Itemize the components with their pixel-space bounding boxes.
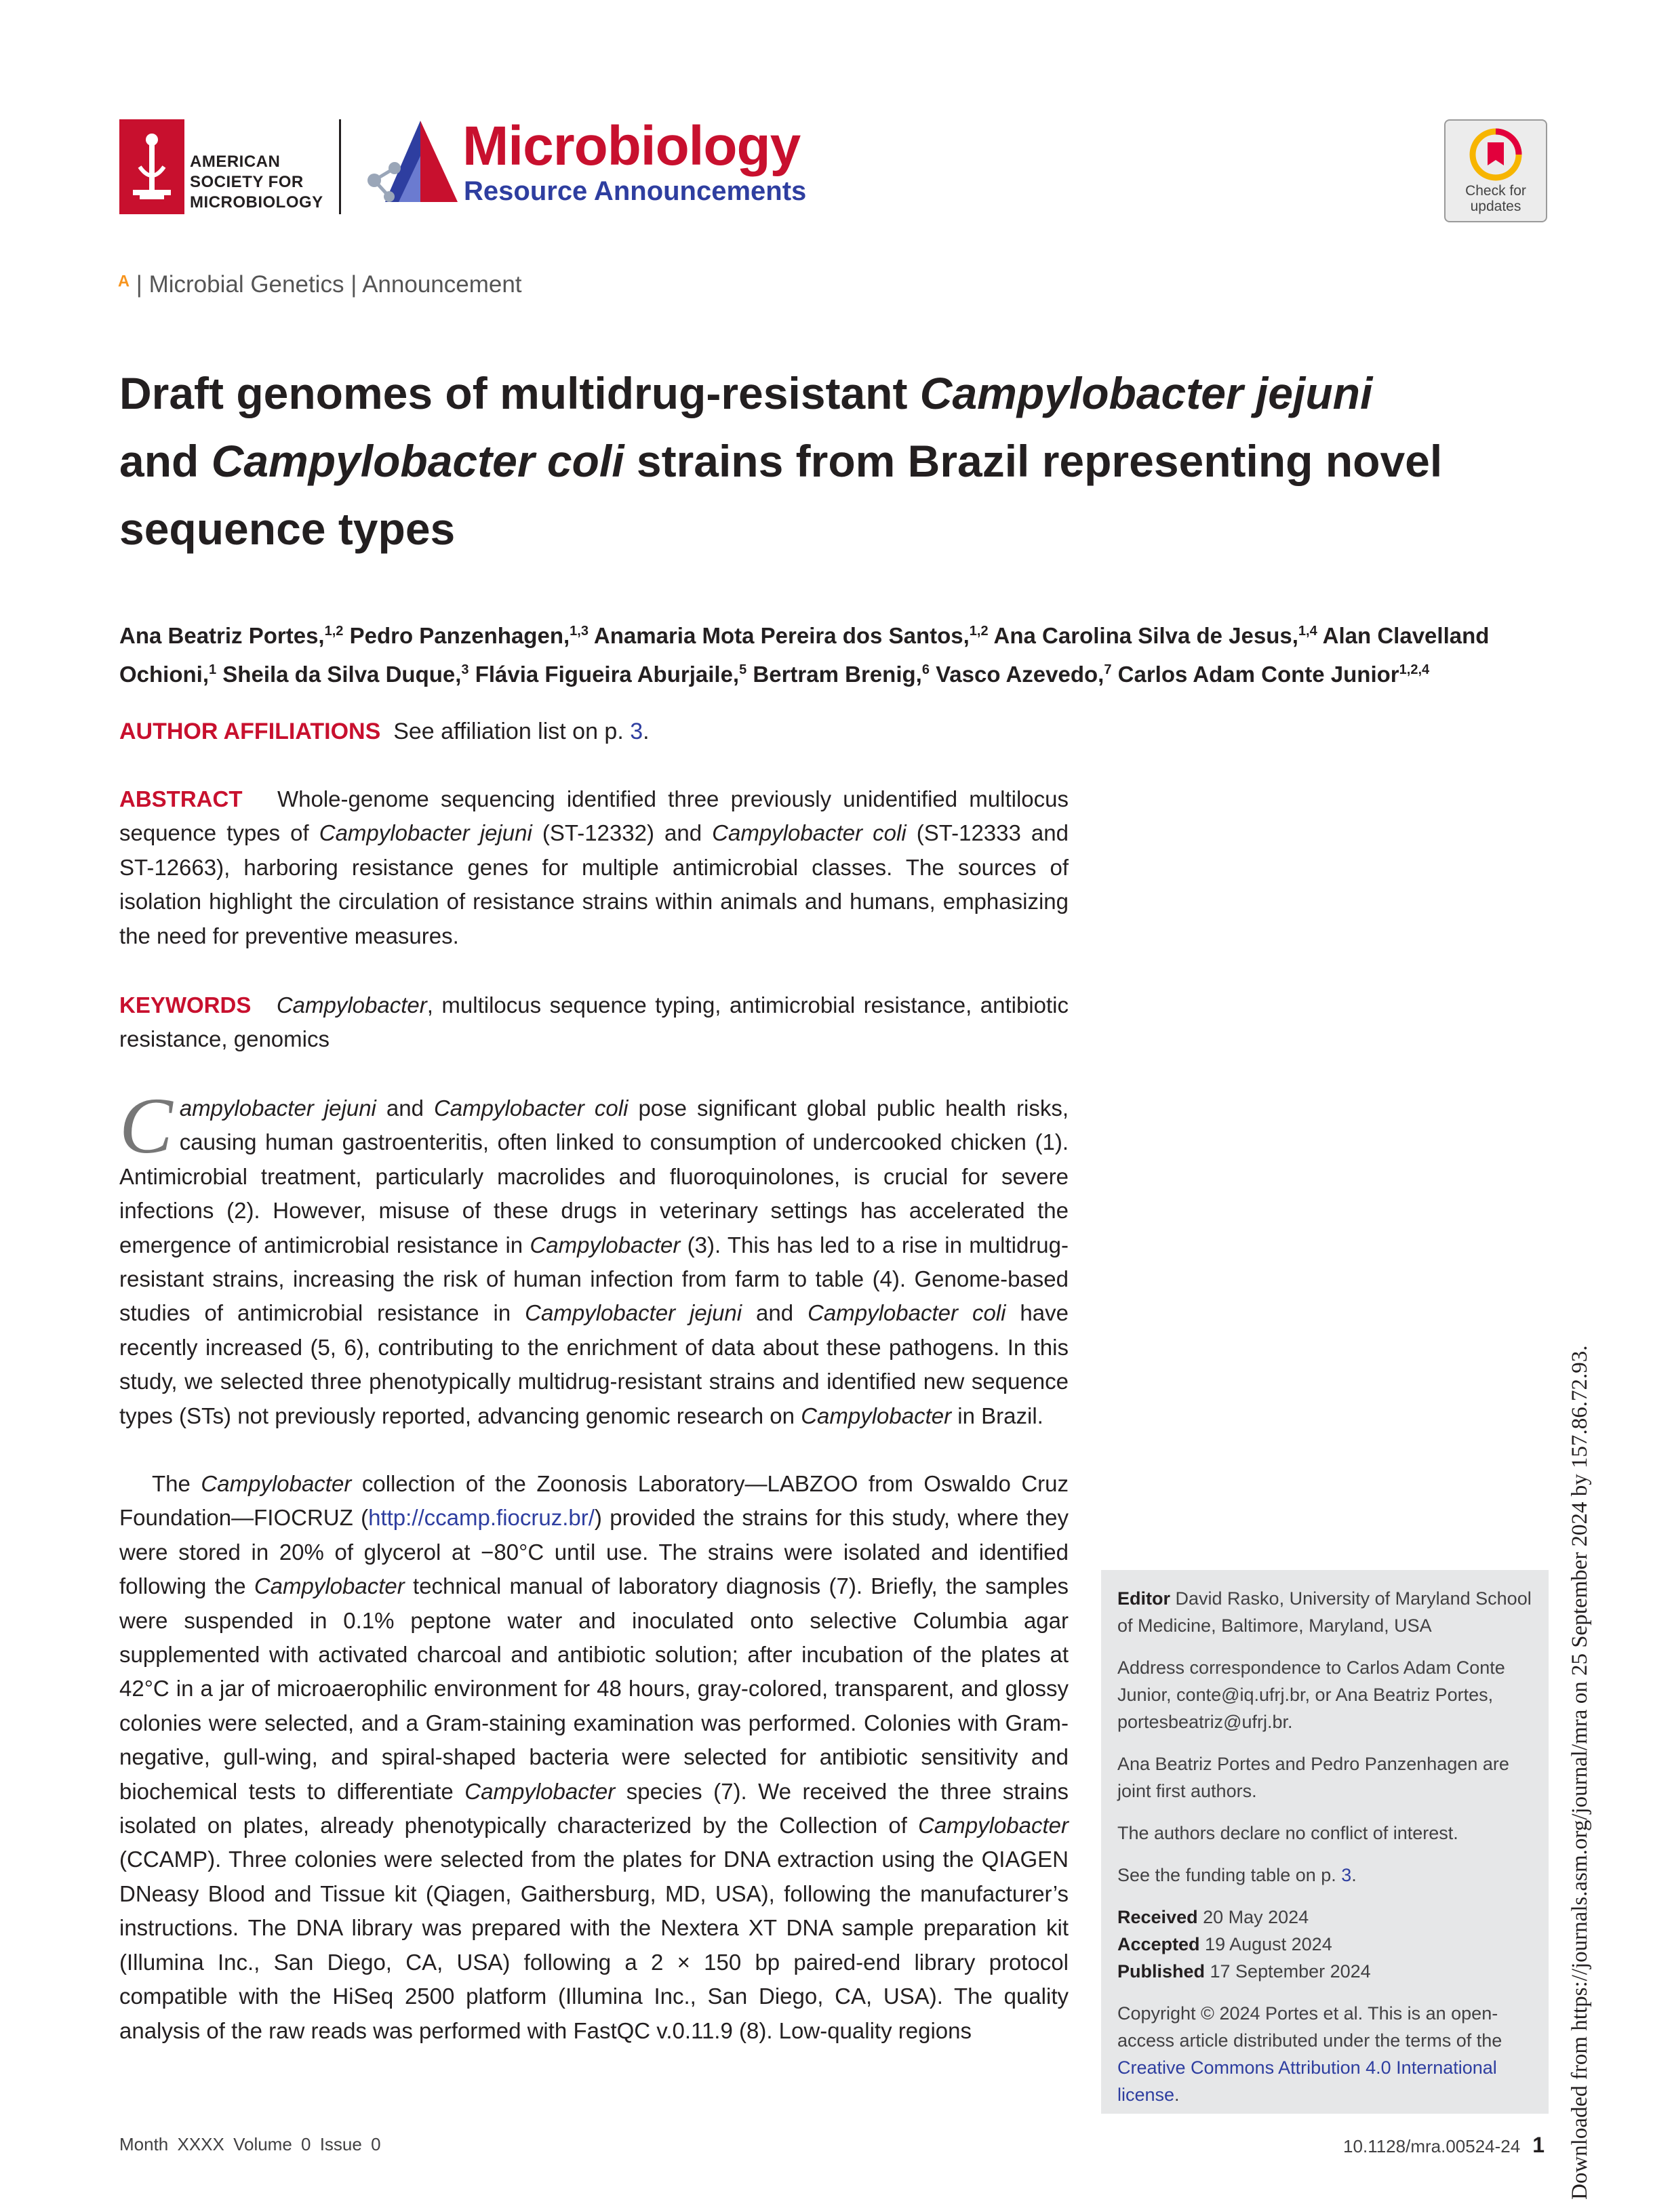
copyright-end: . [1174, 2085, 1180, 2105]
funding-text: See the funding table on p. [1117, 1865, 1342, 1885]
title-text: Draft genomes of multidrug-resistant [119, 368, 920, 418]
page-number: 1 [1532, 2133, 1545, 2157]
check-updates-icon [1446, 121, 1546, 183]
author[interactable]: Alan Clavelland Ochioni,$^1$ [119, 623, 1490, 687]
author[interactable]: Pedro Panzenhagen,$^{1,3}$ [349, 623, 589, 648]
affiliation-ref: 1,3 [570, 624, 589, 639]
body-text: (CCAMP). Three colonies were selected from the plates for DNA extraction using the QIAGEN DNeasy Blood and Tissue kit (Qiagen, Gaithersburg, MD, USA), following the manufacturer’s instructions. The DNA library was prepared with the Nextera XT DNA sample preparation kit (Illumina Inc., San Diego, CA, USA) following a 2 × 150 bp paired-end library protocol compatible with the HiSeq 2500 platform (Illumina Inc., San Diego, CA, USA). The quality analysis of the raw reads was performed with FastQC v.0.11.9 (8). Low-quality regions [119, 1847, 1069, 2043]
body-species: Campylobacter [254, 1573, 405, 1599]
asm-wordmark [190, 152, 323, 213]
correspondence: Address correspondence to Carlos Adam Conte Junior, conte@iq.ufrj.br, or Ana Beatriz Portes, portesbeatriz@ufrj.br. [1117, 1657, 1505, 1732]
journal-subtitle: Resource Announcements [464, 176, 807, 206]
funding-page-link[interactable]: 3 [1341, 1865, 1352, 1885]
funding-end: . [1351, 1865, 1357, 1885]
body-text: species (7). We received the three strains isolated on plates, already phenotypically characterized by the Collection of [119, 1778, 1069, 1838]
affiliation-ref: 6 [921, 662, 930, 677]
accepted-date: 19 August 2024 [1199, 1934, 1332, 1954]
affiliations-page-link[interactable]: 3 [630, 719, 643, 744]
issue-info: Month XXXX Volume 0 Issue 0 [119, 2134, 381, 2154]
abstract-text: Whole-genome sequencing identified three previously unidentified multilocus sequence types of [119, 786, 1069, 846]
body-text: technical manual of laboratory diagnosis (7). Briefly, the samples were suspended in 0.1% peptone water and inoculated onto selective Columbia agar supplemented with activated charcoal and antibiotic solution; after incubation of the plates at 42°C in a jar of microaerophilic environment for 48 hours, gray-colored, transparent, and glossy colonies were selected, and a Gram-staining examination was performed. Colonies with Gram-negative, gull-wing, and spiral-shaped bacteria were selected for antibiotic sensitivity and biochemical tests to differentiate [119, 1573, 1069, 1804]
category-section: Microbial Genetics [148, 271, 344, 298]
joint-authors-note: Ana Beatriz Portes and Pedro Panzenhagen are joint first authors. [1117, 1754, 1509, 1801]
footer-right [1343, 2133, 1545, 2158]
body-text: pose significant global public health risks, causing human gastroenteritis, often linked to consumption of undercooked chicken (1). Antimicrobial treatment, particularly macrolides and fluoroquinolones, is crucial for severe infections (2). However, misuse of these drugs in veterinary settings has accelerated the emergence of antimicrobial resistance in [119, 1095, 1069, 1258]
drop-cap: C [119, 1081, 173, 1170]
affiliation-ref: 1 [209, 662, 217, 677]
asm-emblem-icon [119, 119, 184, 214]
category-type: Announcement [362, 271, 522, 298]
abstract-text: (ST-12333 and ST-12663), harboring resistance genes for multiple antimicrobial classes. The sources of isolation highlight the circulation of resistance strains within animals and humans, emphasizing the need for preventive measures. [119, 820, 1069, 948]
body-text: ) provided the strains for this study, where they were stored in 20% of glycerol at −80°C until use. The strains were isolated and identified following the [119, 1505, 1069, 1599]
body-species: Campylobacter [530, 1232, 681, 1258]
author[interactable]: Carlos Adam Conte Junior$^{1,2,4}$ [1117, 662, 1430, 687]
conflict-statement: The authors declare no conflict of interest. [1117, 1823, 1458, 1843]
asm-line-2: SOCIETY FOR [190, 173, 304, 191]
affiliation-ref: 1,4 [1298, 624, 1317, 639]
received-date: 20 May 2024 [1197, 1907, 1309, 1927]
body-text: in Brazil. [951, 1403, 1043, 1428]
download-watermark: Downloaded from https://journals.asm.org/journal/mra on 25 September 2024 by 157.86.72.93. [1568, 1345, 1592, 2200]
body-text: and [376, 1095, 434, 1121]
abstract-species: Campylobacter jejuni [319, 820, 532, 846]
funding-note [1117, 1862, 1532, 1889]
title-species: Campylobacter jejuni [919, 368, 1373, 418]
accepted-label: Accepted [1117, 1934, 1200, 1954]
body-text: and [742, 1300, 808, 1326]
affiliation-ref: 1,2,4 [1399, 662, 1430, 677]
keyword-species: Campylobacter [276, 992, 427, 1018]
editor-text: David Rasko, University of Maryland School of Medicine, Baltimore, Maryland, USA [1117, 1588, 1532, 1636]
body-text: collection of the Zoonosis Laboratory—LABZOO from Oswaldo Cruz Foundation—FIOCRUZ ( [119, 1471, 1069, 1531]
author[interactable]: Vasco Azevedo,$^7$ [936, 662, 1112, 687]
copyright-text: Copyright © 2024 Portes et al. This is an open-access article distributed under the terms of the [1117, 2003, 1502, 2051]
logo-divider [339, 119, 341, 214]
author-affiliations [119, 719, 650, 745]
title-text: strains from Brazil representing novel sequence types [119, 436, 1443, 554]
mra-logo-icon [359, 115, 461, 217]
check-for-updates-badge[interactable] [1444, 119, 1547, 222]
body-species: Campylobacter [918, 1813, 1069, 1838]
affiliations-label: AUTHOR AFFILIATIONS [119, 719, 381, 744]
abstract-text: (ST-12332) and [532, 820, 713, 846]
affiliations-end: . [643, 719, 650, 744]
ccamp-link[interactable]: http://ccamp.fiocruz.br/ [368, 1505, 595, 1531]
journal-title: Microbiology [462, 115, 801, 177]
keywords-label: KEYWORDS [119, 992, 252, 1018]
body-text: have recently increased (5, 6), contributing to the enrichment of data about these pathogens. In this study, we selected three phenotypically multidrug-resistant strains and identified new sequence types (STs) not previously reported, advancing genomic research on [119, 1300, 1069, 1428]
body-species: ampylobacter jejuni [179, 1095, 376, 1121]
body-paragraph-1 [119, 1081, 1069, 1433]
article-info-sidebar [1101, 1570, 1549, 2114]
keywords [119, 988, 1069, 1057]
open-access-icon: ᴬ [118, 271, 130, 298]
published-label: Published [1117, 1961, 1206, 1982]
doi[interactable]: 10.1128/mra.00524-24 [1343, 2136, 1521, 2156]
asm-line-3: MICROBIOLOGY [190, 193, 323, 212]
title-text: and [119, 436, 212, 486]
asm-line-1: AMERICAN [190, 153, 281, 171]
copyright [1117, 2000, 1532, 2108]
received-label: Received [1117, 1907, 1198, 1927]
author[interactable]: Ana Beatriz Portes,$^{1,2}$ [119, 623, 344, 648]
author[interactable]: Flávia Figueira Aburjaile,$^5$ [475, 662, 747, 687]
body-species: Campylobacter coli [808, 1300, 1006, 1326]
body-species: Campylobacter [201, 1471, 352, 1496]
affiliations-text: See affiliation list on p. [393, 719, 631, 744]
article-category [118, 271, 522, 298]
affiliation-ref: 1,2 [969, 624, 989, 639]
abstract-species: Campylobacter coli [712, 820, 907, 846]
author[interactable]: Bertram Brenig,$^6$ [753, 662, 930, 687]
affiliation-ref: 5 [739, 662, 747, 677]
author[interactable]: Sheila da Silva Duque,$^3$ [222, 662, 469, 687]
editor-label: Editor [1117, 1588, 1170, 1609]
published-date: 17 September 2024 [1205, 1961, 1371, 1982]
title-species: Campylobacter coli [211, 436, 624, 486]
keywords-text: , multilocus sequence typing, antimicrobial resistance, antibiotic resistance, genomics [119, 992, 1069, 1052]
author[interactable]: Ana Carolina Silva de Jesus,$^{1,4}$ [993, 623, 1317, 648]
editor-info [1117, 1585, 1532, 1639]
body-text: The [152, 1471, 201, 1496]
body-text: (3). This has led to a rise in multidrug-resistant strains, increasing the risk of human infection from farm to table (4). Genome-based studies of antimicrobial resistance in [119, 1232, 1069, 1326]
category-separator: | [344, 271, 363, 298]
dates [1117, 1904, 1532, 1985]
asm-logo [119, 119, 343, 214]
license-link[interactable]: Creative Commons Attribution 4.0 International license [1117, 2057, 1497, 2105]
body-species: Campylobacter coli [433, 1095, 629, 1121]
body-species: Campylobacter [801, 1403, 952, 1428]
affiliation-ref: 7 [1104, 662, 1112, 677]
category-separator: | [136, 271, 149, 298]
body-species: Campylobacter jejuni [525, 1300, 742, 1326]
abstract-label: ABSTRACT [119, 786, 243, 811]
author-list [119, 614, 1557, 691]
body-paragraph-2 [119, 1467, 1069, 2048]
check-updates-label: Check for updates [1465, 183, 1526, 214]
body-species: Campylobacter [464, 1778, 616, 1804]
affiliation-ref: 3 [461, 662, 469, 677]
author[interactable]: Anamaria Mota Pereira dos Santos,$^{1,2}$ [593, 623, 989, 648]
article-title [119, 359, 1584, 563]
affiliation-ref: 1,2 [324, 624, 344, 639]
abstract [119, 782, 1069, 953]
